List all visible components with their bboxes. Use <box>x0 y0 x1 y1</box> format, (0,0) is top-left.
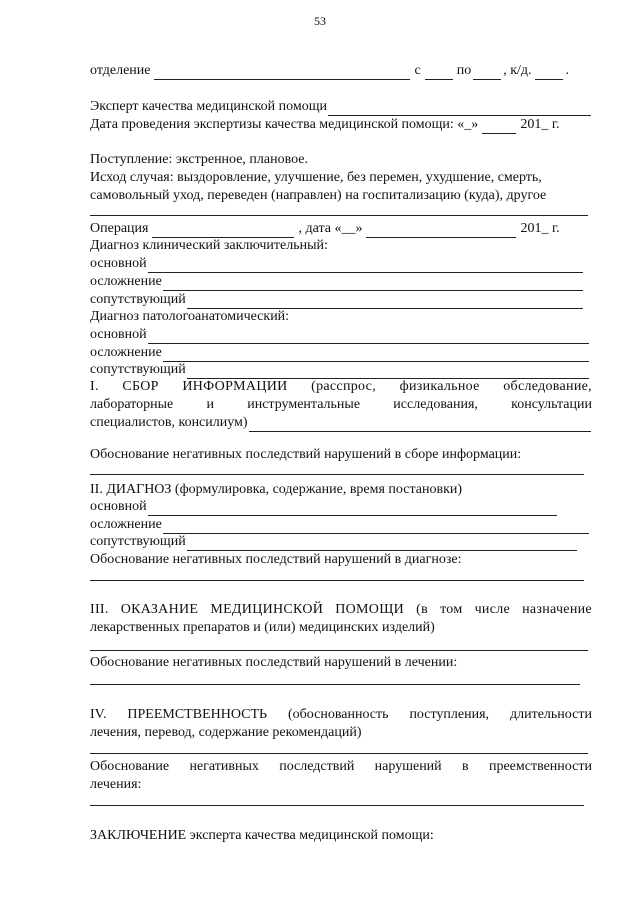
justify2-text: Обоснование негативных последствий нарушений в диагнозе: <box>90 552 462 567</box>
section1-line-3-text: специалистов, консилиум) <box>90 415 248 430</box>
section2-main-field[interactable] <box>148 502 557 516</box>
justify4-word: негативных <box>189 759 259 774</box>
clinical-dx-complication-label: осложнение <box>90 274 162 289</box>
section2-main-row <box>90 498 558 516</box>
justify4-line-1 <box>90 758 592 776</box>
justify3-row <box>90 654 592 672</box>
justify4-word: последствий <box>279 759 355 774</box>
operation-label: Операция <box>90 221 149 236</box>
section2-concomitant-field[interactable] <box>187 537 577 551</box>
expert-field[interactable] <box>328 102 591 116</box>
admission-text: Поступление: экстренное, плановое. <box>90 152 309 167</box>
bedday-field[interactable] <box>535 66 563 80</box>
section1-word: физикальное <box>399 379 480 394</box>
section3-word: МЕДИЦИНСКОЙ <box>210 602 324 617</box>
operation-date-label: , дата «__» <box>298 221 363 236</box>
bedday-label: , к/д. <box>503 63 532 78</box>
section1-word: исследования, <box>393 397 478 412</box>
from-label: с <box>414 63 421 78</box>
patho-dx-complication-field[interactable] <box>163 348 589 362</box>
section2-concomitant-label: сопутствующий <box>90 534 186 549</box>
outcome-text-1: Исход случая: выздоровление, улучшение, без перемен, ухудшение, смерть, <box>90 170 542 185</box>
section1-word: и <box>206 397 214 412</box>
patho-dx-title-row <box>90 308 592 326</box>
clinical-dx-main-field[interactable] <box>148 259 583 273</box>
section2-complication-row <box>90 516 590 534</box>
patho-dx-main-field[interactable] <box>148 330 589 344</box>
section1-word: I. <box>90 379 99 394</box>
to-field[interactable] <box>473 66 501 80</box>
clinical-dx-complication-row <box>90 273 584 291</box>
section2-complication-label: осложнение <box>90 517 162 532</box>
section1-line-3 <box>90 414 592 432</box>
section3-word: (в <box>416 602 428 617</box>
outcome-text-2: самовольный уход, переведен (направлен) на госпитализацию (куда), другое <box>90 188 547 203</box>
section1-word: обследование, <box>503 379 592 394</box>
section4-word: ПРЕЕМСТВЕННОСТЬ <box>127 707 268 722</box>
justify2-field[interactable] <box>90 580 584 581</box>
operation-field[interactable] <box>152 224 294 238</box>
patho-dx-concomitant-label: сопутствующий <box>90 362 186 377</box>
clinical-dx-concomitant-field[interactable] <box>187 295 583 309</box>
section1-line-1 <box>90 378 592 396</box>
exam-date-label: Дата проведения экспертизы качества медицинской помощи: «_» <box>90 117 479 132</box>
section4-word: (обоснованность <box>287 707 389 722</box>
operation-date-field[interactable] <box>366 224 516 238</box>
patho-dx-complication-label: осложнение <box>90 345 162 360</box>
section3-line-2 <box>90 619 592 637</box>
admission-row <box>90 151 592 169</box>
exam-date-year: 201_ г. <box>520 117 560 132</box>
conclusion-row <box>90 827 592 845</box>
department-label: отделение <box>90 63 151 78</box>
patho-dx-complication-row <box>90 344 590 362</box>
section1-line-2 <box>90 396 592 414</box>
section2-main-label: основной <box>90 499 147 514</box>
clinical-dx-title-row <box>90 237 592 255</box>
patho-dx-title: Диагноз патологоанатомический: <box>90 309 290 324</box>
section3-line-1 <box>90 601 592 619</box>
section1-word: ИНФОРМАЦИИ <box>182 379 288 394</box>
justify2-row <box>90 551 592 569</box>
section1-word: лабораторные <box>90 397 174 412</box>
from-field[interactable] <box>425 66 453 80</box>
to-label: по <box>456 63 472 78</box>
clinical-dx-concomitant-row <box>90 291 584 309</box>
operation-row <box>90 220 592 238</box>
expert-row <box>90 98 592 116</box>
clinical-dx-main-label: основной <box>90 256 147 271</box>
page-number: 53 <box>314 14 326 28</box>
section4-field[interactable] <box>90 753 588 754</box>
section4-line-2-text: лечения, перевод, содержание рекомендаций) <box>90 725 362 740</box>
section2-title-row <box>90 481 592 499</box>
justify4-word: в <box>462 759 469 774</box>
section3-field[interactable] <box>90 650 588 651</box>
justify4-word: Обоснование <box>90 759 170 774</box>
operation-year: 201_ г. <box>520 221 560 236</box>
justify4-line-2 <box>90 776 592 794</box>
section4-line-2 <box>90 724 592 742</box>
conclusion-text: ЗАКЛЮЧЕНИЕ эксперта качества медицинской помощи: <box>90 828 434 843</box>
justify1-text: Обоснование негативных последствий нарушений в сборе информации: <box>90 447 522 462</box>
section1-word: СБОР <box>122 379 159 394</box>
section2-complication-field[interactable] <box>163 520 589 534</box>
section4-word: IV. <box>90 707 107 722</box>
section3-word: ОКАЗАНИЕ <box>120 602 199 617</box>
exam-date-row <box>90 116 592 134</box>
section3-line-2-text: лекарственных препаратов и (или) медицинских изделий) <box>90 620 435 635</box>
outcome-field[interactable] <box>90 215 588 216</box>
justify3-field[interactable] <box>90 684 580 685</box>
section3-word: числе <box>474 602 511 617</box>
section3-word: III. <box>90 602 109 617</box>
section1-word: инструментальные <box>247 397 361 412</box>
section1-field[interactable] <box>249 418 591 432</box>
section4-word: длительности <box>509 707 592 722</box>
department-end: . <box>565 63 570 78</box>
justify3-text: Обоснование негативных последствий нарушений в лечении: <box>90 655 458 670</box>
section3-word: том <box>440 602 463 617</box>
justify4-line-2-text: лечения: <box>90 777 142 792</box>
outcome-line-2 <box>90 187 592 205</box>
section3-word: назначение <box>522 602 592 617</box>
section2-concomitant-row <box>90 533 578 551</box>
clinical-dx-title: Диагноз клинический заключительный: <box>90 238 328 253</box>
justify4-field[interactable] <box>90 805 584 806</box>
justify4-word: нарушений <box>374 759 442 774</box>
expert-label: Эксперт качества медицинской помощи <box>90 99 328 114</box>
patho-dx-concomitant-row <box>90 361 590 379</box>
section3-word: ПОМОЩИ <box>335 602 405 617</box>
outcome-line-1 <box>90 169 592 187</box>
justify4-word: преемственности <box>488 759 592 774</box>
section4-line-1 <box>90 706 592 724</box>
patho-dx-main-row <box>90 326 590 344</box>
justify1-row <box>90 446 592 464</box>
patho-dx-concomitant-field[interactable] <box>187 365 589 379</box>
clinical-dx-main-row <box>90 255 584 273</box>
clinical-dx-concomitant-label: сопутствующий <box>90 292 186 307</box>
department-field[interactable] <box>154 66 410 80</box>
patho-dx-main-label: основной <box>90 327 147 342</box>
section4-word: поступления, <box>409 707 490 722</box>
exam-date-month-field[interactable] <box>482 120 516 134</box>
clinical-dx-complication-field[interactable] <box>163 277 583 291</box>
justify1-field[interactable] <box>90 474 584 475</box>
section1-word: консультации <box>511 397 592 412</box>
department-row <box>90 62 592 80</box>
section2-title: II. ДИАГНОЗ (формулировка, содержание, время постановки) <box>90 482 463 497</box>
section1-word: (расспрос, <box>311 379 376 394</box>
